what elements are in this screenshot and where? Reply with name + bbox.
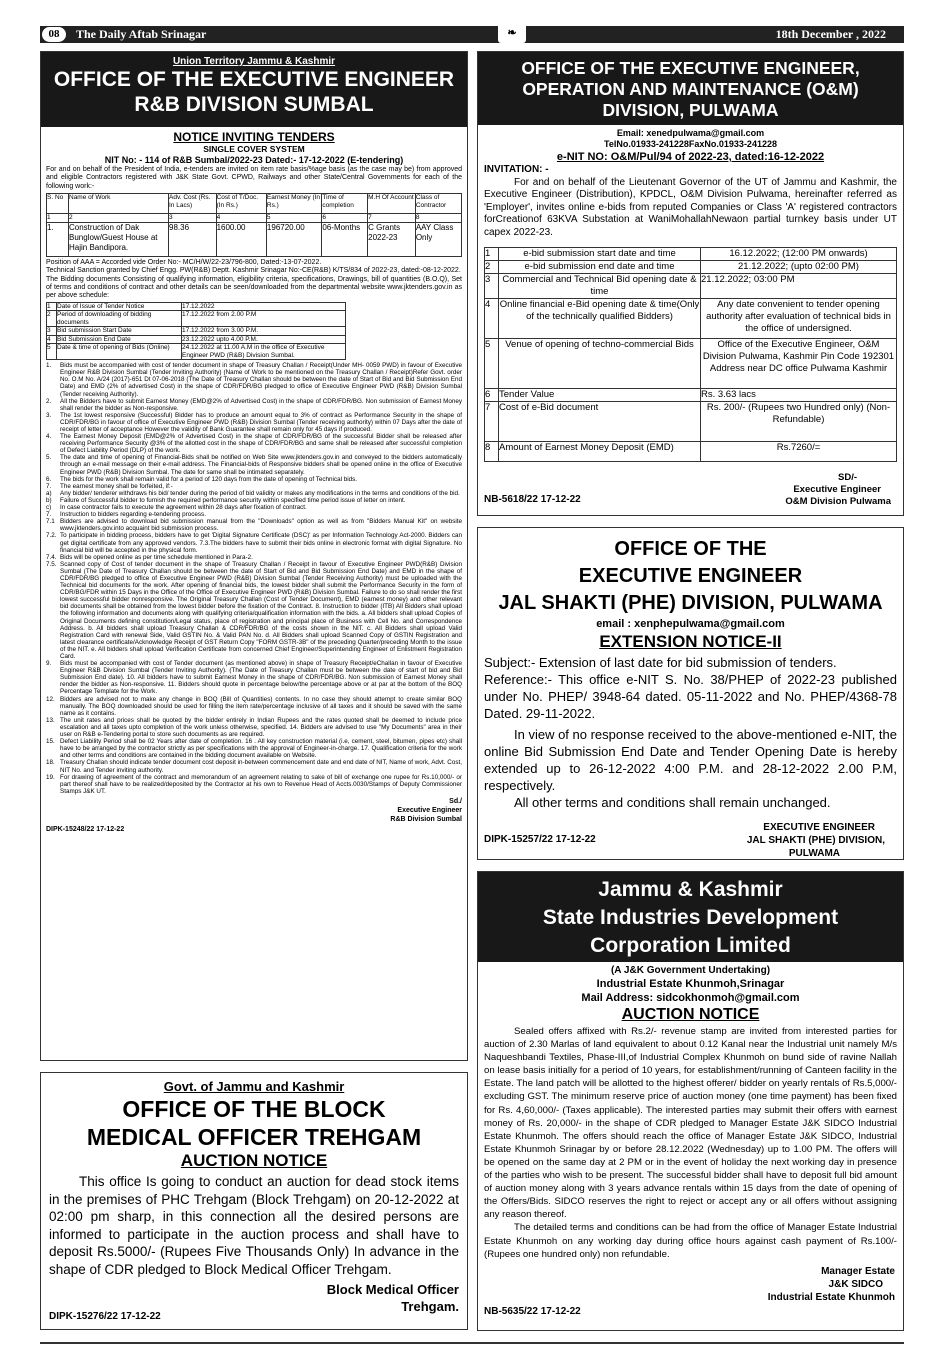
clause: [46, 362, 462, 397]
subject-line: Subject:- Extension of last date for bid submission of tenders.: [484, 655, 837, 670]
clause-number: 3.: [46, 411, 52, 419]
ad-reference: NB-5618/22 17-12-22: [484, 494, 581, 505]
row-value: Office of the Executive Engineer, O&M Division Pulwama, Kashmir Pin Code 192301 Address near DC office Pulwama Kashmir: [701, 339, 897, 389]
work-cell: C Grants 2022-23: [368, 223, 416, 257]
signatory-place: Industrial Estate Khunmoh: [767, 1291, 895, 1303]
clause-text: The date and time of opening of Financial-Bids shall be notified on Web Site www.jktenders.gov.in and conveyed to the bidders automatically through an e-mail message on their e-mail address. The Financial-bids of Responsive bidders shall be opened online in the office of Executive Engineer PWD (R&B) Division Sumbal. The date for same shall be intimated separately.: [60, 454, 462, 476]
clause: [46, 497, 462, 504]
clause-number: 6.: [46, 475, 52, 483]
clause-number: 19.: [46, 773, 55, 781]
schedule-cell: 24.12.2022 at 11.00 A.M in the office of Executive Engineer PWD (R&B) Division Sumbal.: [182, 344, 346, 360]
masthead-logo-icon: ❧: [498, 23, 526, 43]
other-terms: All other terms and conditions shall remain unchanged.: [514, 795, 831, 810]
ad-title-line3: DIVISION, PULWAMA: [602, 100, 779, 120]
clause: [46, 490, 462, 497]
row-label: e-bid submission end date and time: [499, 261, 701, 274]
ad-reference: DIPK-15248/22 17-12-22: [46, 825, 125, 833]
row-value: 21.12.2022; 03:00 PM: [701, 274, 897, 299]
signatory-place: Trehgam.: [401, 1299, 459, 1314]
clause-text: The earnest money shall be forfeited, if:-: [60, 482, 173, 490]
clause-number: 7.4.: [46, 553, 57, 561]
schedule-cell: Period of downloading of bidding documents: [57, 311, 182, 327]
clause: [46, 433, 462, 454]
clause-number: 15.: [46, 738, 55, 746]
schedule-cell: 2: [47, 311, 57, 327]
clause-number: 12.: [46, 695, 55, 703]
notice-body-terms: The detailed terms and conditions can be had from the office of Manager Estate Industrial Estate Khunmoh on any working day during office hours against cash payment of Rs.100/-(Rupees one hundred only) non refundable.: [484, 1222, 897, 1260]
work-header: M.H Of Account: [368, 193, 416, 213]
work-header: S. No: [47, 193, 69, 213]
col-number: 1: [47, 213, 69, 222]
clause-text: Scanned copy of Cost of tender document in the shape of Treasury Challan / Receipt in favour of Executive Engineer PWD(R&B) Division Sumbal (The Date of Treasury Challan should be between the date of Start of Bid and Bid Submission End Date) and EMD in the shape of CDR/FDR/BG pledged to office of Executive Engineer PWD (R&B) Division Sumbal (Tender Receiving Authority) must be uploaded with the Technical bid documents for the work. After opening of financial bids, the lowest bidder shall submit the Performance Security in the form of CDR/BG/FDR within 15 Days in the Office of the Office of Executive Engineer PWD (R&B) Division Sumbal. Failure to do so shall render the first lowest successful bidder nonresponsive. The Original Treasury Challan (Cost of Tender Document), EMD (earnest money) and other relevant bid documents shall be obtained from the lowest bidder before the fixation of the Contract. 8. Instruction to bidder (ITB) All Bidders shall upload the following information and documents along with qualifying criteria/qualification information with the bids. a. All bidders shall upload Copies of Original Documents defining constitution/Legal status, place of registration and principal place of Business with Cell No. and Correspondence Address. b. All bidders shall upload Treasury Challan & CDR/FDR/BG of the costs shown in the NIT. c. All Bidders shall upload Valid Registration Card with renewal Side, Valid GSTIN No. & Valid PAN No. d. All Bidders shall upload Scanned Copy of GSTIN Registration and latest clearance certificate/Acknowledge Receipt of GST Return Copy "FORM GSTR-3B" of the preceding Quarter/preceding Month to the issue of the NIT. e. All bidders shall upload Verification Certificate from concerned Chief Engineer/Superintending Engineer of Enlistment Registration Card.: [60, 560, 462, 661]
schedule-table: [46, 302, 346, 361]
ad-reference: DIPK-15276/22 17-12-22: [49, 1311, 161, 1322]
clause-text: All the Bidders have to submit Earnest Money (EMD@2% of Advertised Cost) in the shape of CDR/FDR/BG. Non submission of Earnest Money shall render the bidder as Non-responsive.: [60, 397, 462, 412]
work-cell: 1600.00: [216, 223, 266, 257]
ad-title-block: [41, 52, 467, 127]
signatory-office: R&B Division Sumbal: [390, 815, 462, 823]
signatory-title: Executive Engineer: [397, 806, 462, 814]
clause: [46, 717, 462, 738]
clause-number: 7.: [46, 482, 52, 490]
position-aaa: Position of AAA = Accorded vide Order No:- MC/H/W/22-23/796-800, Dated:-13-07-2022.: [46, 259, 322, 267]
signatory-office: JAL SHAKTI (PHE) DIVISION,: [746, 835, 885, 846]
contact-email: Email: xenedpulwama@gmail.com: [616, 128, 765, 138]
schedule-cell: 1: [47, 302, 57, 311]
ad-title-line3: Corporation Limited: [590, 934, 791, 957]
col-number: 5: [266, 213, 321, 222]
ad-title-line2: MEDICAL OFFICER TREHGAM: [86, 1124, 422, 1150]
enit-number: e-NIT NO: O&M/Pul/94 of 2022-23, dated:16-12-2022: [556, 151, 825, 163]
clause-number: c): [46, 504, 52, 512]
clause: [46, 518, 462, 532]
publication-name: The Daily Aftab Srinagar: [76, 27, 207, 41]
ad-title-line1: OFFICE OF THE EXECUTIVE ENGINEER: [53, 68, 455, 91]
row-number: 3: [485, 274, 499, 299]
work-cell: Construction of Dak Bunglow/Guest House at Hajin Bandipora.: [69, 223, 169, 257]
bmo-trehgam-auction-ad: [40, 1072, 468, 1330]
row-number: 8: [485, 442, 499, 462]
sidco-auction-ad: [477, 871, 904, 1331]
ad-title-block: [478, 52, 903, 125]
page-number: 08: [42, 27, 66, 42]
reference-line: Reference:- This office e-NIT S. No. 38/PHEP of 2022-23 published under No. PHEP/ 3948-64 dated. 05-11-2022 and No. PHEP/4368-78 Dated. 29-11-2022.: [484, 672, 897, 721]
schedule-cell: 23.12.2022 upto 4.00 P.M.: [182, 335, 346, 344]
col-number: 6: [322, 213, 368, 222]
clause: [46, 454, 462, 475]
work-cell: 196720.00: [266, 223, 321, 257]
col-number: 3: [169, 213, 217, 222]
clause-text: Bids will be opened online as per time schedule mentioned in Para-2.: [60, 553, 253, 561]
row-number: 2: [485, 261, 499, 274]
schedule-table: [484, 247, 897, 462]
work-cell: AAY Class Only: [415, 223, 461, 257]
clause-text: Bids must be accompanied with cost of tender document in shape of Treasury Challan / Receipt(Under MH- 0059 PWD) in favour of Executive Engineer R&B Division Sumbal (Tender Inviting Authority) (Name of Work to be mentioned on the Treasury Challan / Receipt)Refer Govt. order No. O.M No. A/24 (2017)-651 Dt 07-06-2018 (The Date of Treasury Challan should be between the date of Start of Bid and Bid Submission End Date) and EMD (2% of advertised Cost) in the shape of CDR/FDR/BG pledged to office of Executive Engineer PWD (R&B) Division Sumbal (Tender receiving Authority).: [60, 362, 462, 398]
clause-number: 4.: [46, 433, 52, 441]
clause-number: 7.2.: [46, 532, 57, 540]
clause-text: The Earnest Money Deposit (EMD@2% of Advertised Cost) in the shape of CDR/FDR/BG of the successful Bidder shall be released after receiving Performance Security @3% of the allotted cost in the shape of CDR/FDR/BG and same shall be released after successful completion of Defect Liability Period (DLP) of the work.: [60, 433, 462, 455]
schedule-cell: 17.12.2022 from 3.00 P.M.: [182, 327, 346, 336]
work-header: Name of Work: [69, 193, 169, 213]
clause-number: b): [46, 496, 52, 504]
clause-number: 7.1: [46, 518, 55, 526]
clause: [46, 561, 462, 660]
row-value: 16.12.2022; (12:00 PM onwards): [701, 248, 897, 261]
clause-text: The unit rates and prices shall be quoted by the bidder entirely in Indian Rupees and the rates quoted shall be deemed to include price escalation and all taxes upto completion of the work unless otherwise, specified. 14. Bidders are advised to use "My Documents" area in their user on R&B e-Tendering portal to store such documents as are required.: [60, 716, 462, 739]
clause: [46, 554, 462, 561]
signature-block: [49, 1281, 459, 1315]
ad-title-block: [478, 872, 903, 962]
technical-sanction: Technical Sanction granted by Chief Engg. PW(R&B) Deptt. Kashmir Srinagar No:-CE(R&B) K/TS/834 of 2022-23, dated:-08-12-2022.: [46, 267, 461, 275]
row-label: e-bid submission start date and time: [499, 248, 701, 261]
schedule-cell: 5: [47, 344, 57, 360]
clause-text: Bidders are advised not to make any change in BOQ (Bill of Quantities) contents. In no case they should attempt to create similar BOQ manually. The BOQ downloaded should be used for filling the item rate/percentage inclusive of all taxes and it should be saved with the same name as it contains.: [60, 695, 462, 717]
notice-body: This office Is going to conduct an auction for dead stock items in the premises of PHC Trehgam (Block Trehgam) on 20-12-2022 at 02:00 pm sharp, in this connection all the desired persons are informed to participate in the auction process and shall have to deposit Rs.5000/- (Rupees Five Thousands Only) In advance in the shape of CDR pledged to Block Medical Officer Trehgam.: [49, 1174, 459, 1277]
clause-number: 7.: [46, 511, 52, 519]
clause: [46, 532, 462, 553]
bottom-rule: [40, 1342, 904, 1344]
clause-text: Any bidder/ tenderer withdraws his bid/ tender during the period of bid validity or makes any modifications in the terms and conditions of the bid.: [60, 489, 460, 497]
clause: [46, 660, 462, 695]
ad-title-line1: OFFICE OF THE BLOCK: [122, 1096, 386, 1122]
row-value: Any date convenient to tender opening authority after evaluation of technical bids in the office of undersigned.: [701, 299, 897, 339]
ad-title-line3: JAL SHAKTI (PHE) DIVISION, PULWAMA: [498, 592, 883, 614]
clause-text: Bids must be accompanied with cost of Tender document (as mentioned above) in shape of Treasury Receipt/eChallan in favour of Executive Engineer R&B Division Sumbal (Tender Inviting Authority). (The Date of Treasury Challan must be between the date of start of bid and Bid Submission End date). 10. All bidders have to submit Earnest Money in the shape of CDR/FDR/BG. Non submission of Earnest Money shall render the bidder as Non-responsive. 11. Bidders should quote in percentage below/the percentage above or at par at the bottom of the BOQ Percentage Template for the Work.: [60, 660, 462, 696]
ad-title-line2: OPERATION AND MAINTENANCE (O&M): [522, 79, 859, 99]
row-number: 6: [485, 389, 499, 402]
work-header: Adv. Cost (Rs. In Lacs): [169, 193, 217, 213]
schedule-cell: Date of Issue of Tender Notice: [57, 302, 182, 311]
ad-reference: NB-5635/22 17-12-22: [484, 1305, 581, 1317]
clause-text: The 1st lowest responsive (Successful) Bidder has to produce an amount equal to 3% of contract as Performance Security in the shape of CDR/FDR/BG in favour of office of Executive Engineer PWD (R&B) Division Sumbal (Tender receiving authority) within 07 Days after the date of receipt of letter of acceptance However the validity of Bank Guarantee shall remain only for 45 days if produced.: [60, 411, 462, 434]
schedule-cell: 17.12.2022: [182, 302, 346, 311]
clause-number: a): [46, 489, 52, 497]
signatory-place: PULWAMA: [788, 848, 840, 859]
schedule-cell: 4: [47, 335, 57, 344]
invitation-body: For and on behalf of the Lieutenant Governor of the UT of Jammu and Kashmir, the Executive Engineer (Distribution), KPDCL, O&M Division Pulwama, hereinafter referred as 'Employer', invites online e-bids from reputed Companies or Class 'A' registered contractors forCreationof 63KVA Substation at WaniMohallahNewaon partial turnkey basis under UT capex 2022-23.: [484, 176, 897, 238]
clause-number: 9.: [46, 660, 52, 668]
clause-text: Defect Liability Period shall be 02 Years after date of completion. 16 . All key construction material (i.e, cement, steel, bitumen, pipes etc) shall have to be arranged by the contractor strictly as per specifications with the approval of Engineer-in-charge. 17. Qualification criteria for the work and other terms and conditions are contained in the bidding document available on Website.: [60, 738, 462, 760]
notice-heading: NOTICE INVITING TENDERS: [173, 130, 335, 144]
notice-heading: EXTENSION NOTICE-II: [599, 632, 782, 651]
sd-mark: SD/-: [838, 472, 857, 483]
clause-number: 13.: [46, 716, 55, 724]
signatory-title: Manager Estate: [821, 1265, 895, 1277]
subtitle-address: Industrial Estate Khunmoh,Srinagar: [596, 978, 785, 990]
govt-label: Govt. of Jammu and Kashmir: [163, 1079, 345, 1094]
nit-number: NIT No: - 114 of R&B Sumbal/2022-23 Dated:- 17-12-2022 (E-tendering): [104, 155, 404, 165]
ad-title-line2: State Industries Development: [542, 906, 839, 929]
clause-number: 1.: [46, 362, 52, 370]
intro-text: For and on behalf of the President of India, e-tenders are invited on item rate basis/%age basis (as the case may be) from approved and eligible Contractors registered with J&K State Govt. CPWD, Railways and other State/Central Governments for each of the following work:-: [46, 166, 462, 190]
ad-title-line2: R&B DIVISION SUMBAL: [134, 93, 374, 116]
ad-title-line1: OFFICE OF THE: [614, 538, 767, 560]
row-number: 5: [485, 339, 499, 389]
clause: [46, 759, 462, 773]
signature-block: [46, 797, 462, 824]
signatory-title: Block Medical Officer: [326, 1282, 459, 1297]
contact-email: Mail Address: sidcokhonmoh@gmail.com: [581, 992, 800, 1004]
ad-reference: DIPK-15257/22 17-12-22: [484, 834, 596, 845]
work-cell: 06-Months: [322, 223, 368, 257]
row-label: Commercial and Technical Bid opening date & time: [499, 274, 701, 299]
col-number: 8: [415, 213, 461, 222]
work-header: Time of completion: [322, 193, 368, 213]
clause: [46, 476, 462, 483]
col-number: 4: [216, 213, 266, 222]
om-pulwama-tender-ad: [477, 51, 904, 516]
row-number: 4: [485, 299, 499, 339]
work-cell: 98.36: [169, 223, 217, 257]
subtitle-undertaking: (A J&K Government Undertaking): [610, 965, 771, 976]
row-number: 7: [485, 402, 499, 442]
work-cell: 1.: [47, 223, 69, 257]
schedule-cell: Bid Submission End Date: [57, 335, 182, 344]
bidding-documents: The Bidding documents Consisting of qualifying information, eligibility criteria, specifications, Drawings, bill of quantities (B.O.Q), Set of terms and conditions of contract and other details can be seen/downloaded from the departmental website www.jktenders.gov.in as per above schedule:: [46, 275, 462, 300]
rb-sumbal-tender-ad: [40, 51, 468, 1061]
clause-text: Failure of Successful bidder to furnish the required performance security within specified time period issue of letter on intent.: [60, 496, 406, 504]
schedule-cell: 17.12.2022 from 2.00 P.M: [182, 311, 346, 327]
clause-number: 5.: [46, 454, 52, 462]
work-header: Earnest Money (In Rs.): [266, 193, 321, 213]
ad-title-line2: EXECUTIVE ENGINEER: [578, 565, 803, 587]
signature-block: [484, 1265, 897, 1304]
cover-system: SINGLE COVER SYSTEM: [203, 144, 305, 154]
signatory-title: Executive Engineer: [793, 484, 881, 495]
schedule-cell: 3: [47, 327, 57, 336]
issue-date: 18th December , 2022: [775, 27, 886, 41]
clause: [46, 504, 462, 511]
ad-title-line1: Jammu & Kashmir: [598, 878, 783, 901]
signatory-title: EXECUTIVE ENGINEER: [763, 822, 875, 833]
clause: [46, 412, 462, 433]
schedule-cell: Bid submission Start Date: [57, 327, 182, 336]
work-table: [46, 193, 462, 257]
col-number: 7: [368, 213, 416, 222]
work-header: Class of Contractor: [415, 193, 461, 213]
schedule-cell: Date & time of opening of Bids (Online): [57, 344, 182, 360]
clause: [46, 696, 462, 717]
col-number: 2: [69, 213, 169, 222]
row-label: Cost of e-Bid document: [499, 402, 701, 442]
row-label: Tender Value: [499, 389, 701, 402]
clause-text: To participate in bidding process, bidders have to get 'Digital Signature Certificate (DSC)' as per Information Technology Act-2000. Bidders can get digital certificate from any approved vendors. 7.3.The bidders have to submit their bids online in electronic format with digital Signature. No financial bid will be accepted in the physical form.: [60, 532, 462, 554]
row-label: Online financial e-Bid opening date & time(Only of the technically qualified Bidders): [499, 299, 701, 339]
clause-text: Instruction to bidders regarding e-tendering process.: [60, 511, 206, 519]
notice-body: In view of no response received to the above-mentioned e-NIT, the online Bid Submission End Date and Tender Opening Date is hereby extended up to 26-12-2022 4:00 P.M. and 28-12-2022 2.00 P.M, respectively.: [484, 727, 897, 793]
clause-list: [46, 362, 462, 795]
clause-text: The bids for the work shall remain valid for a period of 120 days from the date of opening of Technical bids.: [60, 475, 358, 483]
work-header: Cost of T/Doc. (In Rs.): [216, 193, 266, 213]
row-number: 1: [485, 248, 499, 261]
sd-mark: Sd./: [449, 797, 462, 805]
jal-shakti-extension-ad: [477, 527, 904, 860]
clause: [46, 511, 462, 518]
signatory-office: O&M Division Pulwama: [785, 496, 891, 507]
clause-text: In case contractor fails to execute the agreement within 28 days after fixation of contract.: [60, 504, 307, 512]
invitation-label: INVITATION: -: [484, 164, 549, 175]
notice-heading: AUCTION NOTICE: [621, 1006, 760, 1023]
clause-number: 18.: [46, 759, 55, 767]
row-value: Rs. 3.63 lacs: [701, 389, 897, 402]
row-value: Rs.7260/=: [701, 442, 897, 462]
clause-text: Treasury Challan should indicate tender document cost deposit in-between commencement date and end date of NIT, Name of work, Advt. Cost, NIT No. and Tender inviting authority.: [60, 759, 462, 774]
clause-text: Bidders are advised to download bid submission manual from the "Downloads" option as well as from "Bidders Manual Kit" on website www.jktenders.gov.into acquaint bid submission process.: [60, 518, 462, 533]
ut-label: Union Territory Jammu & Kashmir: [172, 56, 336, 67]
clause: [46, 738, 462, 759]
clause-text: For drawing of agreement of the contract and memorandum of an agreement relating to sake of bill of exchange one rupee for Rs.10,000/- or part thereof shall have to be realized/deposited by the Contractor at his own to Revenue Head of Accts.0030/Stamps of Deputy Commissioner Stamps J&K UT.: [60, 773, 462, 795]
contact-email: email : xenphepulwama@gmail.com: [596, 618, 785, 630]
clause: [46, 774, 462, 795]
notice-body: Sealed offers affixed with Rs.2/- revenue stamp are invited from interested parties for auction of 2.30 Marlas of land equivalent to about 0.12 Kanal near the Industrial unit namely M/s Naqueshbandi Textiles, Phase-III,of Industrial Complex Khunmoh on bund side of ravine Nallah on lease basis initially for a period of 10 years, for establishment/running of Canteen facility in the Estate. The land patch will be allotted to the highest offerer/ bidder on yearly rentals of Rs.5,000/- excluding GST. The minimum reserve price of auction money (one time payment) has been fixed for Rs. 4,60,000/- (Taxes applicable). The interested parties may submit their offers with earnest money of Rs. 20,000/- in the shape of CDR pledged to Manager Estate J&K SIDCO Industrial Estate Khunmoh. The offers should reach the office of Manager Estate J&K SIDCO, Industrial Estate Khunmoh Srinagar by or before 28.12.2022 (Wednesday) up to 1.00 PM. The offers will be opened on the same day at 2 PM or in the event of holiday the next working day in presence of the parties who wish to be present. The successful bidder shall have to deposit full bid amount of auction money along with 3 years advance rentals within 15 days from the date of opening of the Offers/Bids. SIDCO reserves the right to reject or accept any or all offers without assigning any reason thereof.: [484, 1026, 897, 1221]
notice-heading: AUCTION NOTICE: [180, 1151, 328, 1170]
clause: [46, 398, 462, 412]
signatory-office: J&K SIDCO: [828, 1278, 883, 1290]
row-label: Venue of opening of techno-commercial Bids: [499, 339, 701, 389]
row-value: 21.12.2022; (upto 02:00 PM): [701, 261, 897, 274]
ad-title-line1: OFFICE OF THE EXECUTIVE ENGINEER,: [521, 58, 860, 78]
contact-phone: TelNo.01933-241228FaxNo.01933-241228: [604, 139, 777, 149]
clause: [46, 483, 462, 490]
clause-number: 7.5.: [46, 560, 57, 568]
row-value: Rs. 200/- (Rupees two Hundred only) (Non-Refundable): [701, 402, 897, 442]
newspaper-header: [40, 26, 904, 43]
clause-number: 2.: [46, 397, 52, 405]
row-label: Amount of Earnest Money Deposit (EMD): [499, 442, 701, 462]
